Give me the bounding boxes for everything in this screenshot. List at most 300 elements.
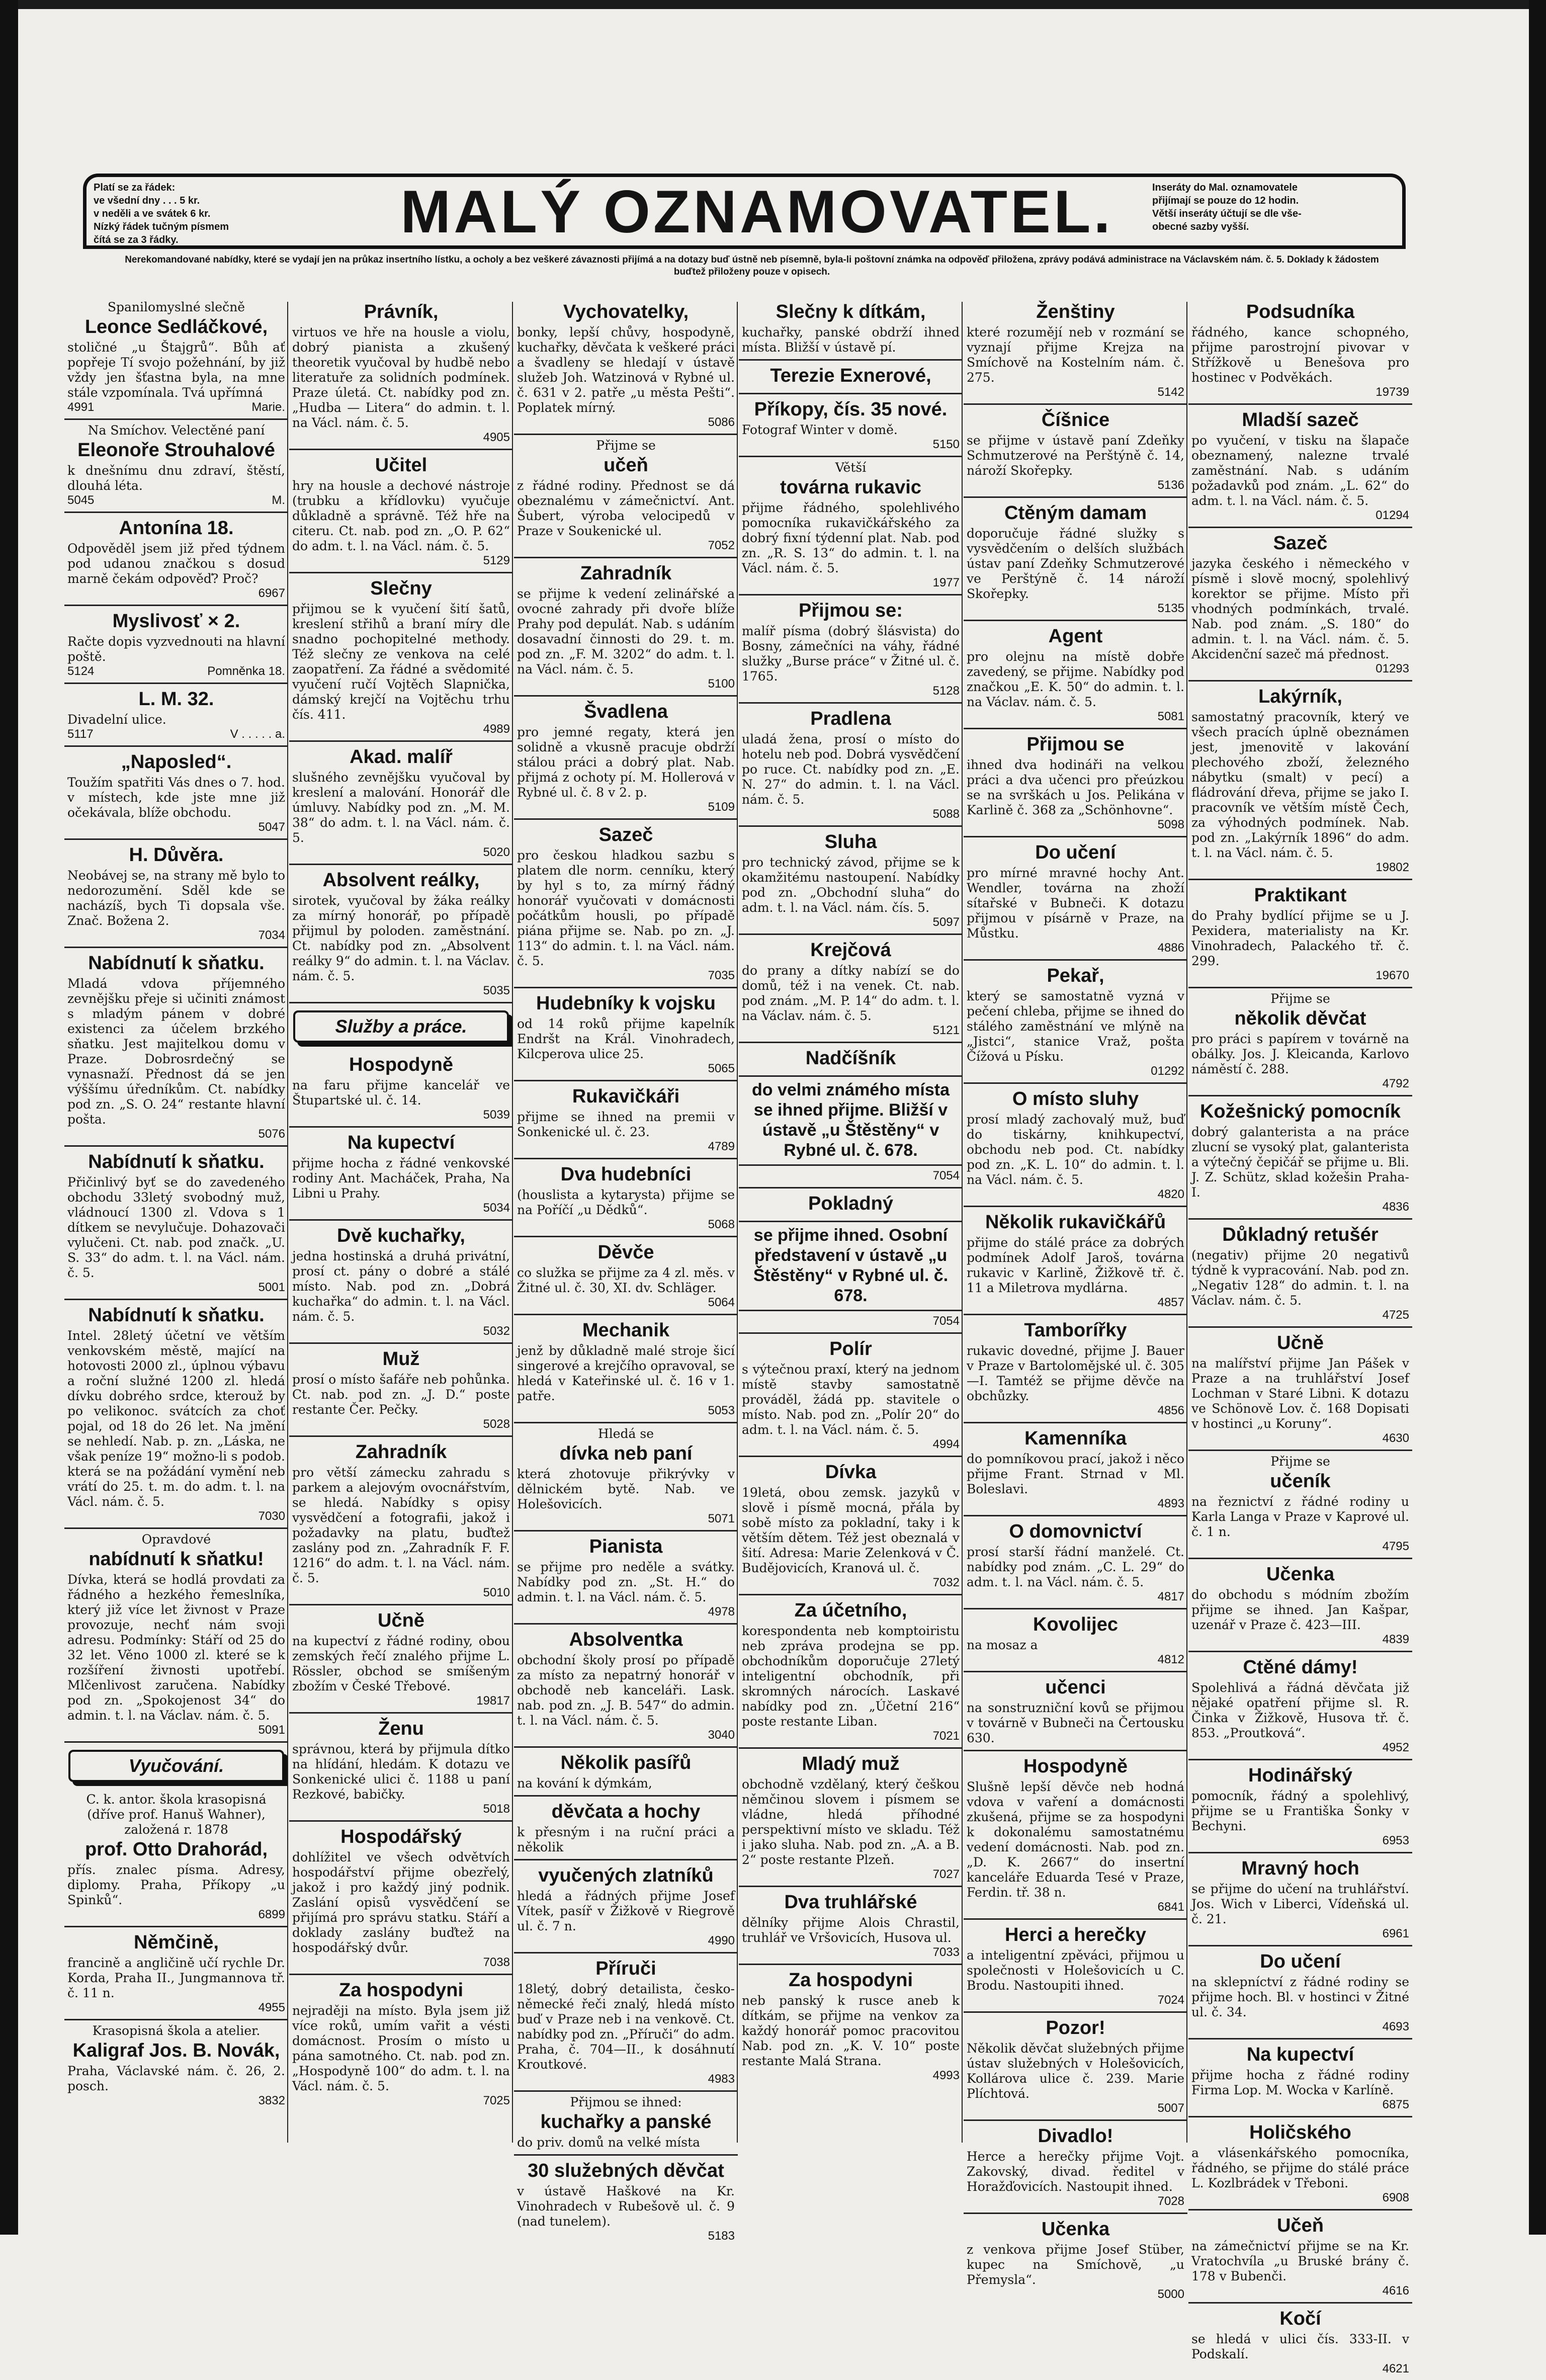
note-line: obecné sazby vyšší.	[1152, 221, 1249, 232]
classified-ad	[964, 961, 1187, 1084]
ad-footer	[517, 800, 735, 814]
ad-heading: Za účetního,	[794, 1600, 907, 1621]
ad-footer	[67, 1281, 285, 1295]
ad-heading: Leonce Sedláčkové,	[84, 316, 268, 337]
classified-ad	[1188, 1451, 1412, 1559]
ad-body: Mladá vdova příjemného zevnějšku přeje si učiniti známost s mladým pánem v dobré existenci za účelem brzkého sňatku. Jest majitelkou domu v Praze. Dobrosrdečný se vynasnaží. Přednost dá se jen výššímu úředníkům. Ct. nabídky pod zn. „S. O. 24“ restante hlavní pošta.	[67, 976, 285, 1127]
ad-heading: učeň	[604, 455, 648, 476]
classified-ad	[64, 1147, 288, 1300]
ad-footer	[292, 1586, 510, 1600]
ad-body: se přijme k vedení zelinářské a ovocné zahrady při dvoře blíže Prahy pod depulát. Nab. s udáním dosavadní činnosti do 29. t. m. pod zn. „F. M. 3202“ do adm. t. l. na Václ. nám. č. 5.	[517, 586, 735, 676]
ad-footer	[1191, 1927, 1409, 1941]
classified-ad	[1188, 682, 1412, 880]
ad-signature: 4893	[1157, 1497, 1184, 1510]
ad-footer	[967, 1993, 1184, 2007]
ad-heading: Za hospodyni	[339, 1980, 463, 2001]
ad-signature: 6908	[1382, 2191, 1409, 2204]
ad-footer	[742, 915, 960, 929]
ad-body: a inteligentní zpěváci, přijmou u společnosti v Holešovicích u C. Brodu. Nastoupiti ihned.	[967, 1948, 1184, 1993]
ad-heading: Praktikant	[1254, 885, 1347, 906]
ad-footer	[517, 539, 735, 553]
ad-heading: učeník	[1270, 1471, 1331, 1492]
ad-footer	[967, 478, 1184, 492]
ad-signature: 5091	[258, 1723, 285, 1737]
ad-body: Toužím spatřiti Vás dnes o 7. hod. v místech, kde jste mne již očekávala, blíže obchodu.	[67, 775, 285, 820]
ad-preheading: Větší	[835, 460, 867, 475]
ad-heading: Dvě kuchařky,	[337, 1225, 465, 1246]
classified-ad	[64, 297, 288, 420]
column-rule	[512, 302, 513, 2143]
ad-number: 4991	[67, 400, 95, 414]
classified-ad	[964, 2013, 1187, 2121]
ad-number: 5117	[67, 727, 94, 741]
ad-body: Slušně lepší děvče neb hodná vdova v vaření a domácnosti zkušená, přijme se za hospodyni k dokonalému samostatnému vedení domácnosti. Nab. pod zn. „D. K. 2667“ do insertní kanceláře Eduarda Tesé v Praze, Ferdin. tř. 38 n.	[967, 1779, 1184, 1900]
ad-signature: 4886	[1157, 941, 1184, 955]
ad-heading: Rukavičkáři	[572, 1086, 680, 1107]
ad-body: Herce a herečky přijme Vojt. Zakovský, divad. ředitel v Horažďovicích. Nastoupit ihned.	[967, 2149, 1184, 2194]
classified-ad	[514, 1423, 738, 1532]
ad-signature: 4693	[1382, 2020, 1409, 2033]
ad-footer	[292, 984, 510, 998]
classified-ad	[514, 435, 738, 558]
ad-preheading: C. k. antor. škola krasopisná (dříve prof. Hanuš Wahner), založená r. 1878	[86, 1792, 267, 1837]
classified-ad	[289, 742, 513, 865]
classified-ad	[64, 684, 288, 747]
ad-footer	[742, 2069, 960, 2083]
ad-footer	[1191, 2362, 1409, 2376]
ad-footer	[1191, 1200, 1409, 1214]
ad-heading: Sazeč	[598, 824, 653, 845]
classified-ad	[964, 621, 1187, 729]
ad-heading: Učeň	[1277, 2215, 1324, 2236]
ad-signature: 7021	[932, 1729, 960, 1743]
ad-heading: Slečny k dítkám,	[776, 301, 926, 322]
ad-footer	[67, 1127, 285, 1141]
ad-signature: 6899	[258, 1908, 285, 1921]
ad-heading: Vychovatelky,	[563, 301, 689, 322]
ad-heading: Ctěným damam	[1004, 502, 1147, 524]
ad-footer	[517, 1934, 735, 1948]
classified-ad	[514, 1081, 738, 1159]
ad-body: do pomníkovou prací, jakož i něco přijme Frant. Strnad v Ml. Boleslavi.	[967, 1452, 1184, 1496]
classified-ad	[64, 420, 288, 513]
ad-body: se přijme pro neděle a svátky. Nabídky pod zn. „St. H.“ do admin. t. l. na Václ. nám. č. 5.	[517, 1560, 735, 1604]
ad-signature: 5034	[483, 1201, 510, 1215]
ad-signature: 4792	[1382, 1077, 1409, 1090]
ad-footer	[517, 969, 735, 983]
ad-heading: vyučených zlatníků	[538, 1865, 714, 1886]
classified-ad	[1188, 1760, 1412, 1853]
ad-signature: 4820	[1157, 1187, 1184, 1201]
ad-heading: továrna rukavic	[780, 477, 921, 498]
ad-body: na sonstruzniční kovů se přijmou v továrně v Bubneči na Čertousku 630.	[967, 1701, 1184, 1745]
classified-ad	[1188, 1946, 1412, 2039]
ad-footer	[67, 1509, 285, 1523]
column-rule	[962, 302, 963, 2143]
classified-ad	[1188, 1853, 1412, 1946]
classified-ad	[739, 1077, 963, 1166]
ad-footer	[967, 1653, 1184, 1667]
ad-emphasis: do velmi známého místa se ihned přijme. Bližší v ústavě „u Štěstěny“ v Rybné ul. č. 678.	[752, 1080, 950, 1160]
ad-signature: 5128	[932, 684, 960, 698]
ad-body: z venkova přijme Josef Stüber, kupec na Smíchově, „u Přemysla“.	[967, 2242, 1184, 2287]
ad-signature: 5088	[932, 807, 960, 821]
ad-signature: 4817	[1157, 1590, 1184, 1603]
ad-heading: L. M. 32.	[138, 689, 214, 710]
classified-ad	[739, 935, 963, 1043]
ad-signature: 5039	[483, 1108, 510, 1122]
ad-signature: 5129	[483, 554, 510, 567]
ad-heading: Kamenníka	[1024, 1428, 1127, 1449]
ad-heading: Sluha	[824, 831, 877, 853]
ad-signature: 5065	[708, 1062, 735, 1075]
ad-preheading: Hledá se	[597, 1426, 654, 1441]
ad-heading: Mladší sazeč	[1242, 409, 1359, 431]
ad-footer	[967, 1064, 1184, 1078]
ad-heading: dívka neb paní	[559, 1443, 693, 1464]
masthead-note-box	[1144, 174, 1406, 249]
ad-signature: 6961	[1382, 1927, 1409, 1940]
ad-signature: 5007	[1157, 2101, 1184, 2115]
ad-footer	[67, 400, 285, 414]
ad-body: přijme hocha z řádné venkovské rodiny Ant. Macháček, Praha, Na Libni u Prahy.	[292, 1156, 510, 1201]
classified-ad	[739, 1965, 963, 2087]
ad-heading: 30 služebných děvčat	[528, 2160, 724, 2181]
ad-footer	[517, 677, 735, 691]
classified-ad	[964, 1751, 1187, 1920]
ad-signature: 5071	[708, 1512, 735, 1525]
ad-body: přijme se ihned na premii v Sonkenické ul. č. 23.	[517, 1110, 735, 1139]
ad-body: jenž by důkladně malé stroje šicí singerové a krejčího opravoval, se hledá v Kateřinské ul. č. 16 v 1. patře.	[517, 1343, 735, 1403]
column-rule	[737, 302, 738, 2143]
ad-heading: Mravný hoch	[1241, 1858, 1359, 1879]
classified-ad	[964, 498, 1187, 621]
classified-ad	[739, 1222, 963, 1311]
masthead-rates-box	[83, 174, 370, 249]
ad-footer	[742, 1169, 960, 1183]
ad-signature: 19802	[1376, 861, 1409, 874]
ad-heading: Pianista	[589, 1536, 663, 1557]
ad-body: k dnešnímu dnu zdraví, štěstí, dlouhá léta.	[67, 463, 285, 493]
ad-footer	[1191, 2284, 1409, 2298]
ad-heading: Dva truhlářské	[784, 1892, 917, 1913]
ad-body: prosí mladý zachovalý muž, buď do tiskárny, knihkupectví, obchodu neb pod. Ct. nabídky pod zn. „K. L. 10“ do admin. t. l. na Václ. nám. č. 5.	[967, 1112, 1184, 1187]
ad-body: se přijme do učení na truhlářství. Jos. Wich v Liberci, Vídeňská ul. č. 21.	[1191, 1882, 1409, 1926]
ad-footer	[67, 2094, 285, 2108]
classified-ad	[514, 1237, 738, 1315]
ad-heading: Polír	[829, 1338, 872, 1359]
ad-preheading: Přijme se	[596, 438, 656, 453]
classified-ad	[964, 405, 1187, 498]
ad-heading: Absolvent reálky,	[322, 870, 480, 891]
ad-signature: 4795	[1382, 1540, 1409, 1553]
classified-ad	[289, 450, 513, 573]
ad-footer	[517, 2229, 735, 2243]
rates-line: Nízký řádek tučným písmem	[94, 221, 229, 232]
ad-body: Několik děvčat služebných přijme ústav služebných v Holešovicích, Kollárova ulice č. 239. Marie Plíchtová.	[967, 2041, 1184, 2101]
ad-footer	[967, 1187, 1184, 1202]
classified-ad	[1188, 1652, 1412, 1760]
ad-footer	[967, 1590, 1184, 1604]
classified-ad	[964, 2121, 1187, 2214]
ad-signature: 5047	[258, 820, 285, 834]
ad-heading: Příkopy, čís. 35 nové.	[754, 399, 948, 420]
ad-heading: Učně	[378, 1610, 424, 1631]
ad-body: na faru přijme kancelář ve Štupartské ul. č. 14.	[292, 1078, 510, 1108]
ad-signature: 19817	[476, 1694, 510, 1708]
classified-ad	[964, 1084, 1187, 1207]
ad-signature: 5001	[258, 1281, 285, 1294]
ad-footer	[1191, 969, 1409, 983]
ad-heading: nabídnutí k sňatku!	[89, 1549, 264, 1570]
ad-signature: 4857	[1157, 1296, 1184, 1309]
ad-heading: Absolventka	[569, 1629, 683, 1650]
classified-ad	[739, 1887, 963, 1965]
ad-body: do priv. domů na velké místa	[517, 2135, 701, 2150]
ad-footer	[292, 1956, 510, 1970]
ad-heading: prof. Otto Drahorád,	[84, 1839, 268, 1860]
ad-signature: 3040	[708, 1728, 735, 1742]
masthead	[63, 174, 1416, 277]
ad-body: přijme hocha z řádné rodiny Firma Lop. M. Wocka v Karlíně.	[1191, 2068, 1409, 2097]
ad-heading: Slečny	[370, 578, 432, 599]
ad-footer	[1191, 508, 1409, 523]
ad-heading: H. Důvěra.	[129, 844, 224, 866]
ad-signature: 4812	[1157, 1653, 1184, 1666]
ad-signature: 5064	[708, 1296, 735, 1309]
ad-heading: Zahradník	[355, 1441, 447, 1463]
ad-signature: 7038	[483, 1956, 510, 1969]
classified-ad	[514, 1159, 738, 1237]
ad-footer	[1191, 1308, 1409, 1322]
ad-signature: 5076	[258, 1127, 285, 1141]
ad-heading: Číšnice	[1041, 409, 1110, 431]
ad-body: Praha, Václavské nám. č. 26, 2. posch.	[67, 2064, 285, 2093]
ad-body: a vlásenkářského pomocníka, řádného, se přijme do stálé práce L. Kozlbrádek v Třeboni.	[1191, 2146, 1409, 2190]
ad-heading: Muž	[382, 1348, 420, 1370]
ad-body: na malířství přijme Jan Pášek v Praze a na truhlářství Josef Lochman v Staré Libni. K dotazu ve Schönově Lov. č. 168 Dopisati v hostinci „u Koruny“.	[1191, 1356, 1409, 1431]
classified-ad	[514, 297, 738, 435]
ad-footer	[742, 438, 960, 452]
ad-heading: Právník,	[364, 301, 439, 322]
ad-heading: Pradlena	[810, 708, 891, 729]
classified-ad	[64, 2020, 288, 2112]
ad-signature: 4955	[258, 2001, 285, 2014]
column-6	[1188, 297, 1412, 2375]
ad-body: od 14 roků přijme kapelník Endršt na Král. Vinohradech, Kilcperova ulice 25.	[517, 1016, 735, 1061]
classified-ad	[64, 1300, 288, 1529]
rates-line: ve všední dny . . . 5 kr.	[94, 195, 200, 206]
ad-heading: Hospodyně	[1023, 1756, 1128, 1777]
ad-signature: 5081	[1157, 710, 1184, 723]
ad-footer	[967, 385, 1184, 399]
ad-footer	[292, 2094, 510, 2108]
ad-body: přís. znalec písma. Adresy, diplomy. Praha, Příkopy „u Spinků“.	[67, 1862, 285, 1907]
classified-ad	[739, 596, 963, 704]
ad-heading: Agent	[1048, 626, 1103, 647]
ad-body: sirotek, vyučoval by žáka reálky za mírný honorář, po případě přijmul by poloden. zaměstnání. Ct. nabídky pod zn. „Absolvent reálky 9“ do admin. t. l. na Václav. nám. č. 5.	[292, 893, 510, 983]
classified-ad	[289, 1822, 513, 1975]
ad-body: přijmou se k vyučení šití šatů, kreslení střihů a braní míry dle snadno pochopitelné methody. Též slečny ze venkova na celé zaopatření. Za řádné a svědomité vyučení ručí Vojtěch Slapnička, dámský krejčí na Vojtěchu trhu čís. 411.	[292, 602, 510, 722]
ad-body: prosí o místo šafáře neb pohůnka. Ct. nab. pod zn. „J. D.“ poste restante Čer. Pečky.	[292, 1372, 510, 1417]
ad-footer	[292, 1108, 510, 1122]
ad-footer	[742, 1867, 960, 1882]
ad-signature: 7027	[932, 1867, 960, 1881]
ad-body: stoličné „u Štajgrů“. Bůh ať popřeje Tí svojo požehnání, by již vždy jen šťastna byla, na mne stále vzpomínala. Tvá upřímná	[67, 340, 285, 400]
ad-body: do prany a dítky nabízí se do domů, též i na venek. Ct. nab. pod znám. „M. P. 14“ do adm. t. l. na Václav. nám. č. 5.	[742, 963, 960, 1023]
ad-signature: 5142	[1157, 385, 1184, 399]
classified-ad	[739, 361, 963, 394]
ad-body: ihned dva hodináři na velkou práci a dva učenci pro přeúzkou se na svrškách u Jos. Pelikána v Karlině č. 368 za „Schönhovne“.	[967, 757, 1184, 817]
ad-heading: Hospodyně	[349, 1054, 453, 1075]
ad-heading: Herci a herečky	[1005, 1924, 1146, 1945]
ad-signature: 4616	[1382, 2284, 1409, 2298]
ad-heading: Důkladný retušér	[1222, 1224, 1379, 1245]
ad-number: 5124	[67, 664, 95, 678]
classified-ad	[739, 1311, 963, 1334]
ad-heading: Pekař,	[1047, 965, 1104, 986]
classified-ad	[739, 827, 963, 935]
ad-signature: 5086	[708, 415, 735, 429]
ad-footer	[1191, 2191, 1409, 2205]
ad-heading: Zahradník	[580, 563, 672, 584]
ad-footer	[967, 1296, 1184, 1310]
classified-ad	[1188, 2039, 1412, 2117]
ad-body: z řádné rodiny. Přednost se dá obeznalému v zámečnictví. Ant. Šubert, výroba velocipedů v Praze v Soukenické ul.	[517, 478, 735, 538]
ad-heading: Sazeč	[1273, 533, 1328, 554]
ad-signature: 7025	[483, 2094, 510, 2107]
ad-signature: 5068	[708, 1218, 735, 1231]
column-5	[964, 297, 1187, 2301]
ad-heading: Do učení	[1260, 1951, 1341, 1972]
classified-ad	[964, 1672, 1187, 1751]
ad-signature: 5121	[932, 1024, 960, 1037]
ad-signature: 4989	[483, 722, 510, 736]
ad-signature: 7054	[932, 1314, 960, 1328]
ad-body: na kování k dýmkám,	[517, 1776, 652, 1791]
ad-body: pro olejnu na místě dobře zavedený, se přijme. Nabídky pod značkou „E. K. 50“ do admin. t. l. na Václav. nám. č. 5.	[967, 649, 1184, 709]
ad-signature: V . . . . . a.	[230, 727, 285, 741]
ad-heading: Děvče	[597, 1242, 654, 1263]
classified-ad	[964, 1609, 1187, 1672]
ad-signature: 4621	[1382, 2362, 1409, 2375]
classified-ad	[1188, 988, 1412, 1096]
ad-signature: 5098	[1157, 818, 1184, 831]
ad-body: který se samostatně vyzná v pečení chleba, přijme se ihned do stálého zaměstnání ve mlýně na „Jistci“, stanice Vraž, pošta Čížová u Písku.	[967, 989, 1184, 1064]
ad-heading: Akad. malíř	[350, 746, 453, 768]
classified-ad	[1188, 2304, 1412, 2380]
ad-signature: 5018	[483, 1802, 510, 1816]
ad-body: pro technický závod, přijme se k okamžitému nastoupení. Nabídky pod zn. „Obchodní sluha“ do adm. t. l. na Václ. nám. čís. 5.	[742, 855, 960, 915]
ad-footer	[967, 2101, 1184, 2115]
ad-body: slušného zevnějšku vyučoval by kreslení a malování. Honorář dle úmluvy. Nabídky pod zn. „M. M. 38“ do adm. t. l. na Václ. nám. č. 5.	[292, 770, 510, 845]
ad-signature: Pomněnka 18.	[207, 664, 285, 678]
classified-ad	[64, 948, 288, 1147]
classified-ad	[964, 729, 1187, 837]
scan-edge-left	[0, 0, 18, 2235]
ad-footer	[292, 554, 510, 568]
ad-footer	[742, 1314, 960, 1328]
ad-body: hledá a řádných přijme Josef Vítek, pasíř v Žižkově v Riegrově ul. č. 7 n.	[517, 1889, 735, 1933]
ad-body: která zhotovuje přikrývky v dělnickém bytě. Nab. ve Holešovicích.	[517, 1467, 735, 1511]
ad-signature: 7024	[1157, 1993, 1184, 2007]
ad-body: řádného, kance schopného, přijme parostrojní pivovar v Střížkově u Benešova pro hostinec v Podvěkách.	[1191, 325, 1409, 385]
ad-footer	[1191, 385, 1409, 399]
ad-heading: Ženštiny	[1036, 301, 1115, 322]
ad-heading: Přijmou se	[1026, 734, 1125, 755]
ad-body: na řeznictví z řádné rodiny u Karla Langa v Praze v Kaprové ul. č. 1 n.	[1191, 1494, 1409, 1539]
ad-signature: 01293	[1376, 662, 1409, 675]
ad-heading: Hospodářský	[340, 1826, 462, 1847]
ad-heading: Mladý muž	[802, 1753, 900, 1774]
ad-footer	[742, 684, 960, 698]
ad-signature: 4983	[708, 2072, 735, 2086]
ad-heading: Pokladný	[808, 1193, 893, 1214]
ad-heading: Lakýrník,	[1258, 686, 1342, 707]
ad-signature: 4978	[708, 1605, 735, 1619]
ad-body: se přijme v ústavě paní Zdeňky Schmutzerové na Perštýně č. 14, nároží Skořepky.	[967, 433, 1184, 478]
ad-signature: 5020	[483, 845, 510, 859]
classified-ad	[64, 513, 288, 606]
ad-signature: Marie.	[251, 400, 285, 414]
ad-heading: Na kupectví	[347, 1132, 455, 1153]
ad-body: rukavic dovedné, přijme J. Bauer v Praze v Bartolomějské ul. č. 305—I. Tamtéž se přijme děvče na obchůzky.	[967, 1343, 1184, 1403]
ad-footer	[517, 1728, 735, 1742]
ad-heading: Dva hudebníci	[560, 1164, 692, 1185]
ad-heading: Eleonoře Strouhalové	[77, 440, 275, 461]
ad-footer	[67, 928, 285, 943]
ad-signature: 7033	[932, 1945, 960, 1959]
rates-line: v neděli a ve svátek 6 kr.	[94, 208, 211, 219]
ad-body: doporučuje řádné služky s vysvědčením o delších službách ústav paní Zdeňky Schmutzerové ve Perštýně č. 14 nároží Skořepky.	[967, 526, 1184, 601]
classified-ad	[289, 1714, 513, 1822]
classified-ad	[739, 1188, 963, 1222]
classified-ad	[289, 1975, 513, 2112]
ad-heading: Několik rukavičkářů	[985, 1212, 1166, 1233]
ad-signature: 4836	[1382, 1200, 1409, 1214]
ad-heading: Nabídnutí k sňatku.	[88, 953, 265, 974]
column-1	[64, 297, 288, 2158]
ad-footer	[742, 1024, 960, 1038]
ad-heading: Ctěné dámy!	[1243, 1657, 1358, 1678]
ad-signature: 7030	[258, 1509, 285, 1523]
ad-footer	[967, 2287, 1184, 2302]
classified-ad	[514, 697, 738, 820]
ad-footer	[292, 845, 510, 860]
classified-ad	[1188, 1220, 1412, 1328]
ad-heading: Za hospodyni	[789, 1970, 913, 1991]
ad-body: na sklepníctví z řádné rodiny se přijme hoch. Bl. v hostinci v Žitné ul. č. 34.	[1191, 1975, 1409, 2019]
ad-footer	[967, 818, 1184, 832]
rates-line: čítá se za 3 řádky.	[94, 234, 179, 245]
ad-signature: 7032	[932, 1576, 960, 1589]
ad-preheading: Opravdové	[141, 1532, 211, 1547]
ad-body: obchodní školy prosí po případě za místo za nepatrný honorář v obchodě neb kanceláři. Lask. nab. pod zn. „J. B. 547“ do admin. t. l. na Václ. nám. č. 5.	[517, 1653, 735, 1728]
ad-footer	[1191, 1633, 1409, 1647]
classified-ad	[289, 297, 513, 450]
ad-body: Fotograf Winter v domě.	[742, 422, 898, 437]
ad-body: kuchařky, panské obdrží ihned místa. Bližší v ústavě pí.	[742, 325, 960, 355]
ad-footer	[742, 1576, 960, 1590]
ad-preheading: Přijme se	[1270, 1454, 1330, 1469]
classified-ad	[514, 820, 738, 988]
ad-footer	[1191, 1741, 1409, 1755]
ad-footer	[967, 1900, 1184, 1914]
ad-footer	[742, 1945, 960, 1960]
ad-footer	[67, 664, 285, 678]
ad-signature: 01294	[1376, 508, 1409, 522]
ad-footer	[742, 576, 960, 590]
